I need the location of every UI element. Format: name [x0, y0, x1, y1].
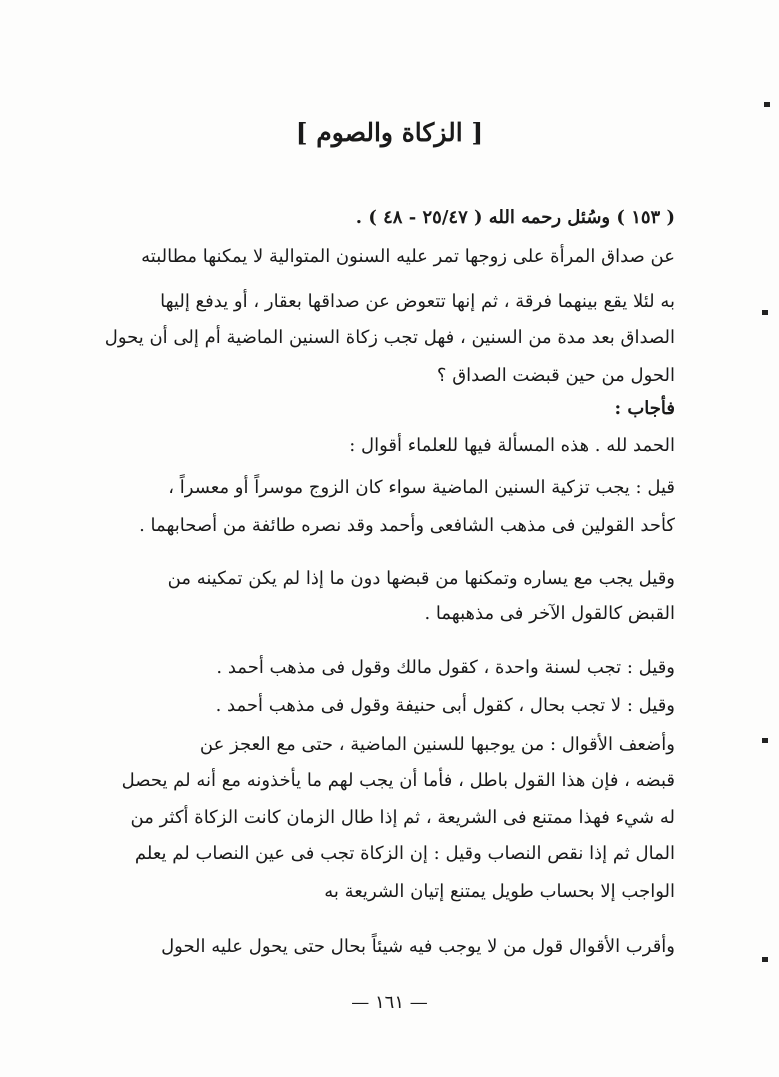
paragraph-line: القبض كالقول الآخر فى مذهبهما .	[424, 603, 675, 624]
section-heading: [ الزكاة والصوم ]	[295, 118, 484, 147]
question-line: به لئلا يقع بينهما فرقة ، ثم إنها تتعوض عن صداقها بعقار ، أو يدفع إليها	[160, 291, 675, 312]
scan-mark	[762, 957, 768, 962]
scan-mark	[762, 738, 768, 743]
paragraph-line: قيل : يجب تزكية السنين الماضية سواء كان الزوج موسراً أو معسراً ،	[168, 477, 675, 498]
paragraph-line: وقيل يجب مع يساره وتمكنها من قبضها دون ما إذا لم يكن تمكينه من	[167, 568, 675, 589]
scan-mark	[764, 102, 770, 107]
page-number: — ١٦١ —	[351, 992, 428, 1013]
paragraph-line: المال ثم إذا نقص النصاب وقيل : إن الزكاة تجب فى عين النصاب لم يعلم	[134, 843, 675, 864]
paragraph-line: وأضعف الأقوال : من يوجبها للسنين الماضية ، حتى مع العجز عن	[199, 734, 675, 755]
paragraph-line: له شيء فهذا ممتنع فى الشريعة ، ثم إذا طال الزمان كانت الزكاة أكثر من	[130, 807, 675, 828]
question-line: الحول من حين قبضت الصداق ؟	[436, 365, 675, 386]
question-line: عن صداق المرأة على زوجها تمر عليه السنون المتوالية لا يمكنها مطالبته	[141, 246, 675, 267]
paragraph-line: الحمد لله . هذه المسألة فيها للعلماء أقوال :	[349, 435, 675, 456]
question-header: ( ١٥٣ ) وسُئل رحمه الله ( ٢٥/٤٧ - ٤٨ ) .	[355, 207, 675, 228]
paragraph-line: قبضه ، فإن هذا القول باطل ، فأما أن يجب لهم ما يأخذونه مع أنه لم يحصل	[121, 770, 675, 791]
question-line: الصداق بعد مدة من السنين ، فهل تجب زكاة السنين الماضية أم إلى أن يحول	[104, 327, 675, 348]
answer-label: فأجاب :	[614, 398, 675, 419]
scan-mark	[762, 310, 768, 315]
paragraph-line: وأقرب الأقوال قول من لا يوجب فيه شيئاً بحال حتى يحول عليه الحول	[161, 936, 675, 957]
paragraph-line: الواجب إلا بحساب طويل يمتنع إتيان الشريعة به	[324, 881, 675, 902]
paragraph-line: وقيل : لا تجب بحال ، كقول أبى حنيفة وقول فى مذهب أحمد .	[215, 695, 675, 716]
paragraph-line: كأحد القولين فى مذهب الشافعى وأحمد وقد نصره طائفة من أصحابهما .	[139, 515, 675, 536]
paragraph-line: وقيل : تجب لسنة واحدة ، كقول مالك وقول فى مذهب أحمد .	[216, 657, 675, 678]
